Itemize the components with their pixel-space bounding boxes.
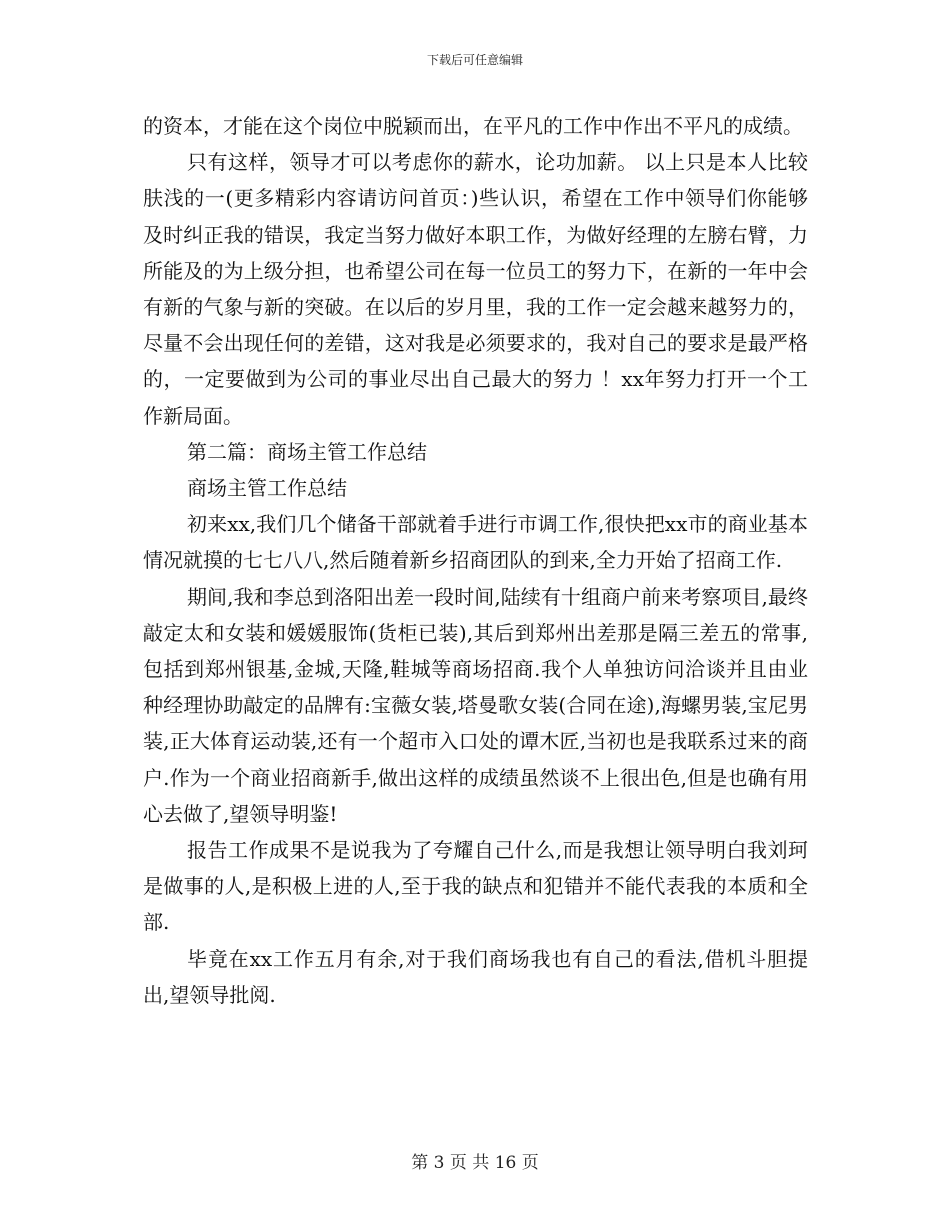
paragraph-closing: 毕竟在xx工作五月有余,对于我们商场我也有自己的看法,借机斗胆提出,望领导批阅. — [143, 946, 808, 1007]
paragraph-salary: 只有这样，领导才可以考虑你的薪水，论功加薪。 以上只是本人比较肤浅的一(更多精彩内容请访问首页：)些认识，希望在工作中领导们你能够及时纠正我的错误，我定当努力做好本职工作，为做好经理的左膀右臂，力所能及的为上级分担，也希望公司在每一位员工的努力下，在新的一年中会有新的气象与新的突破。在以后的岁月里，我的工作一定会越来越努力的，尽量不会出现任何的差错，这对我是必须要求的，我对自己的要求是最严格的，一定要做到为公司的事业尽出自己最大的努力 ！xx年努力打开一个工作新局面。 — [143, 150, 808, 428]
paragraph-continuation: 的资本，才能在这个岗位中脱颖而出，在平凡的工作中作出不平凡的成绩。 — [143, 114, 803, 138]
paragraph-period: 期间,我和李总到洛阳出差一段时间,陆续有十组商户前来考察项目,最终敲定太和女装和媛媛服饰(货柜已装),其后到郑州出差那是隔三差五的常事,包括到郑州银基,金城,天隆,鞋城等商场招商.我个人单独访问洽谈并且由业种经理协助敲定的品牌有:宝薇女装,塔曼歌女装(合同在途),海螺男装,宝尼男装,正大体育运动装,还有一个超市入口处的谭木匠,当初也是我联系过来的商户.作为一个商业招商新手,做出这样的成绩虽然谈不上很出色,但是也确有用心去做了,望领导明鉴! — [143, 584, 808, 826]
page-number: 第 3 页 共 16 页 — [411, 1153, 539, 1173]
document-body — [143, 108, 808, 1013]
section-title: 商场主管工作总结 — [187, 476, 347, 501]
section-heading: 第二篇：商场主管工作总结 — [187, 439, 427, 464]
paragraph-intro: 初来xx,我们几个储备干部就着手进行市调工作,很快把xx市的商业基本情况就摸的七七八八,然后随着新乡招商团队的到来,全力开始了招商工作. — [143, 512, 808, 573]
page-header: 下载后可任意编辑 — [426, 53, 523, 67]
paragraph-report: 报告工作成果不是说我为了夸耀自己什么,而是我想让领导明白我刘珂是做事的人,是积极上进的人,至于我的缺点和犯错并不能代表我的本质和全部. — [143, 838, 808, 935]
